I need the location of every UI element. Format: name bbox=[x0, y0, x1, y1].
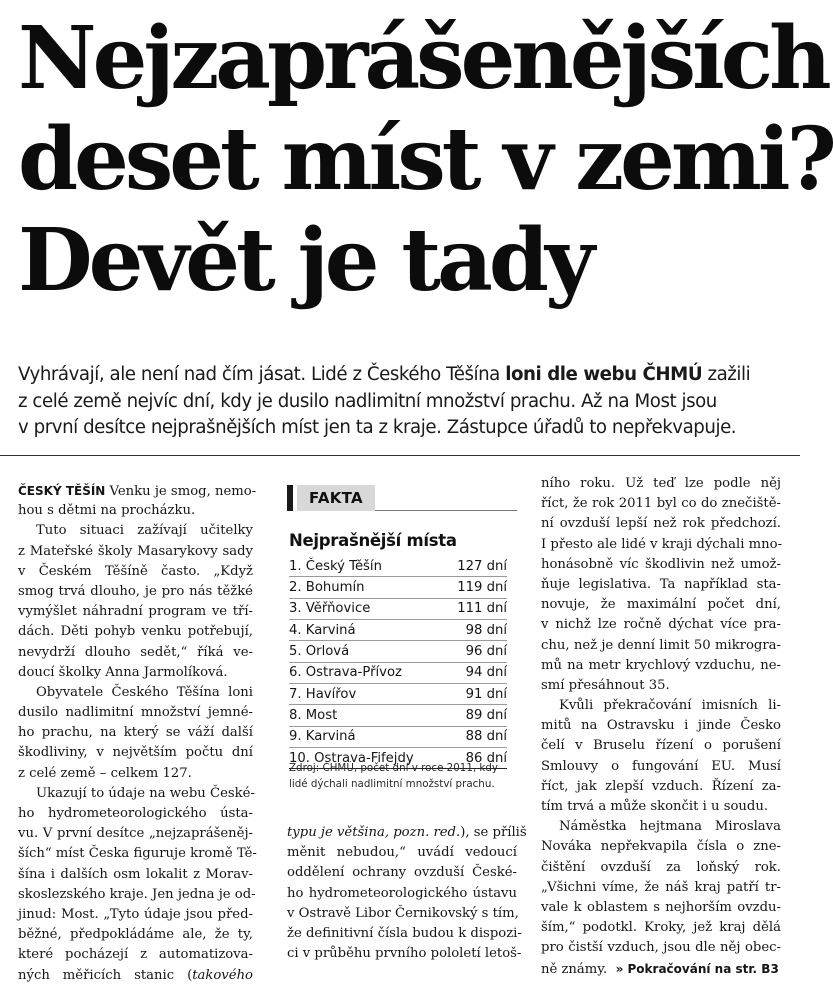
headline-line-2: deset míst v zemi? bbox=[18, 109, 833, 210]
body-line bbox=[287, 823, 527, 843]
place-cell: 9. Karviná bbox=[289, 726, 445, 747]
place-cell: 2. Bohumín bbox=[289, 577, 445, 598]
place-cell: 6. Ostrava-Přívoz bbox=[289, 662, 445, 683]
body-line: Tuto situaci zažívají učitelky bbox=[36, 523, 253, 539]
place-cell: 10. Ostrava-Fifejdy bbox=[289, 748, 445, 769]
lead-text: zažili bbox=[702, 364, 751, 385]
dateline: ČESKÝ TĚŠÍN bbox=[18, 484, 106, 498]
place-cell: 3. Věřňovice bbox=[289, 598, 445, 619]
body-line: Kvůli překračování imisních li- bbox=[559, 698, 781, 714]
body-line: dách. Děti pohyb venku potřebují, bbox=[18, 624, 253, 640]
lead-line-3: v první desítce nejprašnějších míst jen ta z kraje. Zástupce úřadů to nepřekvapuje. bbox=[18, 417, 737, 438]
body-line: ňuje legislativa. Ta například sta- bbox=[541, 576, 781, 592]
body-line: dusilo nadlimitní množství jemné- bbox=[18, 705, 253, 721]
body-line: že definitivní čísla budou k dispozi- bbox=[287, 925, 522, 941]
table-row bbox=[289, 662, 507, 683]
body-line: ších“ míst Česka figuruje kromě Tě- bbox=[18, 846, 257, 862]
body-line: smog trvá dlouho, je pro nás těžké bbox=[18, 583, 253, 599]
body-line: skoslezského kraje. Jen jedna je od- bbox=[18, 886, 256, 902]
table-row bbox=[289, 641, 507, 662]
body-line: ho prachu, na který se váží další bbox=[18, 725, 253, 741]
body-line: říct, jak zlepší vzduch. Řízení za- bbox=[541, 778, 781, 794]
days-cell: 88 dní bbox=[445, 726, 507, 747]
body-line: ho hydrometeorologického ústavu bbox=[287, 885, 517, 901]
body-line: „Všichni víme, že náš kraj patří tr- bbox=[541, 879, 781, 895]
body-line: vale k oblastem s nejhorším ovzdu- bbox=[541, 899, 781, 915]
body-line: Obyvatele Českého Těšína loni bbox=[36, 684, 253, 700]
place-cell: 5. Orlová bbox=[289, 641, 445, 662]
body-line bbox=[541, 959, 781, 979]
body-text: Venku je smog, nemo- bbox=[105, 484, 257, 499]
ranking-source-note bbox=[289, 760, 514, 792]
days-cell: 86 dní bbox=[445, 748, 507, 769]
body-line: Nováka nepřekvapila čísla o zne- bbox=[541, 839, 781, 855]
body-line: škodliviny, v největším počtu dní bbox=[18, 745, 253, 761]
body-line: doucí školky Anna Jarmolíková. bbox=[18, 664, 228, 680]
table-row bbox=[289, 620, 507, 641]
body-line: z Mateřské školy Masarykovy sady bbox=[18, 543, 253, 559]
continued-on-page-link[interactable]: » Pokračování na str. B3 bbox=[615, 961, 779, 976]
body-line: šína i dalších osm lokalit z Morav- bbox=[18, 866, 253, 882]
body-line: čelí v Bruselu řízení o porušení bbox=[541, 738, 781, 754]
body-line: oddělení ochrany ovzduší České- bbox=[287, 865, 517, 881]
body-line: chu, než je denní limit 50 mikrogra- bbox=[541, 637, 781, 653]
days-cell: 98 dní bbox=[445, 620, 507, 641]
fakta-marker bbox=[287, 485, 293, 511]
body-line: v nichž lze ročně dýchat více pra- bbox=[541, 617, 781, 633]
days-cell: 96 dní bbox=[445, 641, 507, 662]
body-line: I přesto ale lidé v kraji dýchali mno- bbox=[541, 536, 783, 552]
days-cell: 127 dní bbox=[445, 556, 507, 577]
body-line: běžné, předpokládáme ale, že ty, bbox=[18, 927, 253, 943]
body-line: vu. V první desítce „nejzaprášeněj- bbox=[18, 826, 253, 842]
body-line: měnit nebudou,“ uvádí vedoucí bbox=[287, 845, 517, 861]
body-line: mů na metr krychlový vzduchu, ne- bbox=[541, 657, 781, 673]
body-line: v Ostravě Libor Černikovský s tím, bbox=[287, 905, 519, 921]
body-line: Náměstka hejtmana Miroslava bbox=[559, 819, 781, 835]
body-line: hou s dětmi na procházku. bbox=[18, 503, 196, 519]
place-cell: 1. Český Těšín bbox=[289, 556, 445, 577]
days-cell: 111 dní bbox=[445, 598, 507, 619]
body-line: jinud: Most. „Tyto údaje jsou před- bbox=[18, 906, 253, 922]
body-line: které pocházejí z automatizova- bbox=[18, 947, 253, 963]
table-row bbox=[289, 684, 507, 705]
ranking-table bbox=[289, 556, 507, 769]
body-line: smí přesáhnout 35. bbox=[541, 677, 670, 693]
body-line: v Českém Těšíně často. „Když bbox=[18, 563, 253, 579]
place-cell: 8. Most bbox=[289, 705, 445, 726]
place-cell: 4. Karviná bbox=[289, 620, 445, 641]
article-headline bbox=[18, 8, 833, 311]
body-line: čištění ovzduší za loňský rok. bbox=[541, 859, 781, 875]
body-line: říct, že rok 2011 byl co do znečiště- bbox=[541, 496, 781, 512]
headline-line-3: Devět je tady bbox=[18, 210, 591, 311]
fakta-rule bbox=[375, 510, 517, 511]
body-line: vymýšlet náhradní program ve tří- bbox=[18, 604, 253, 620]
body-line: Ukazují to údaje na webu České- bbox=[36, 785, 255, 801]
source-line: lidé dýchali nadlimitní množství prachu. bbox=[289, 778, 495, 790]
place-cell: 7. Havířov bbox=[289, 684, 445, 705]
article-column-1 bbox=[18, 481, 257, 986]
ranking-title: Nejprašnější místa bbox=[289, 531, 457, 550]
body-line: ci v průběhu prvního pololetí letoš- bbox=[287, 946, 522, 962]
fakta-box-header bbox=[287, 485, 517, 511]
body-line: ní ovzduší lepší než rok předchozí. bbox=[541, 516, 781, 532]
body-line: tím trvá a může skončit i u soudu. bbox=[541, 799, 769, 814]
headline-line-1: Nejzaprášenějších bbox=[18, 8, 828, 109]
body-text-italic: typu je většina, pozn. red. bbox=[287, 825, 461, 840]
body-line: ším,“ podotkl. Kroky, jež kraj dělá bbox=[541, 920, 781, 936]
lead-line-1 bbox=[18, 362, 788, 389]
body-text: ných měřicích stanic ( bbox=[18, 967, 193, 983]
body-line: mitů na Ostravsku i jinde Česko bbox=[541, 718, 781, 734]
lead-text: Vyhrávají, ale není nad čím jásat. Lidé z Českého Těšína bbox=[18, 364, 506, 385]
days-cell: 94 dní bbox=[445, 662, 507, 683]
body-line: nevydrží dlouho sedět,“ říká ve- bbox=[18, 644, 253, 660]
body-line: ního roku. Už teď lze podle něj bbox=[541, 476, 781, 491]
days-cell: 91 dní bbox=[445, 684, 507, 705]
article-column-3 bbox=[541, 474, 781, 979]
table-row bbox=[289, 726, 507, 747]
body-line: novuje, že maximální počet dní, bbox=[541, 597, 781, 613]
body-text: ), se příliš bbox=[460, 825, 527, 840]
section-divider bbox=[0, 455, 800, 456]
body-line: ho hydrometeorologického ústa- bbox=[18, 806, 253, 821]
lead-source-emphasis: loni dle webu ČHMÚ bbox=[505, 364, 703, 385]
lead-line-2: z celé země nejvíc dní, kdy je dusilo nadlimitní množství prachu. Až na Most jsou bbox=[18, 390, 717, 412]
table-row bbox=[289, 577, 507, 598]
fakta-label: FAKTA bbox=[297, 485, 375, 511]
days-cell: 89 dní bbox=[445, 705, 507, 726]
body-text-italic: takového bbox=[192, 967, 253, 983]
article-column-2 bbox=[287, 823, 527, 964]
table-row bbox=[289, 705, 507, 726]
article-lead bbox=[18, 362, 788, 442]
days-cell: 119 dní bbox=[445, 577, 507, 598]
body-line: z celé země – celkem 127. bbox=[18, 765, 192, 781]
body-line: pro čistší vzduch, jsou dle něj obec- bbox=[541, 940, 781, 956]
body-line bbox=[18, 481, 257, 501]
table-row bbox=[289, 556, 507, 577]
body-line bbox=[18, 966, 253, 986]
body-line: honásobně víc škodlivin než umož- bbox=[541, 556, 781, 572]
table-row bbox=[289, 598, 507, 619]
source-line: Zdroj: ČHMÚ, počet dní v roce 2011, kdy bbox=[289, 762, 499, 774]
body-line: Smlouvy o fungování EU. Musí bbox=[541, 758, 781, 774]
body-text: ně známy. bbox=[541, 961, 608, 977]
